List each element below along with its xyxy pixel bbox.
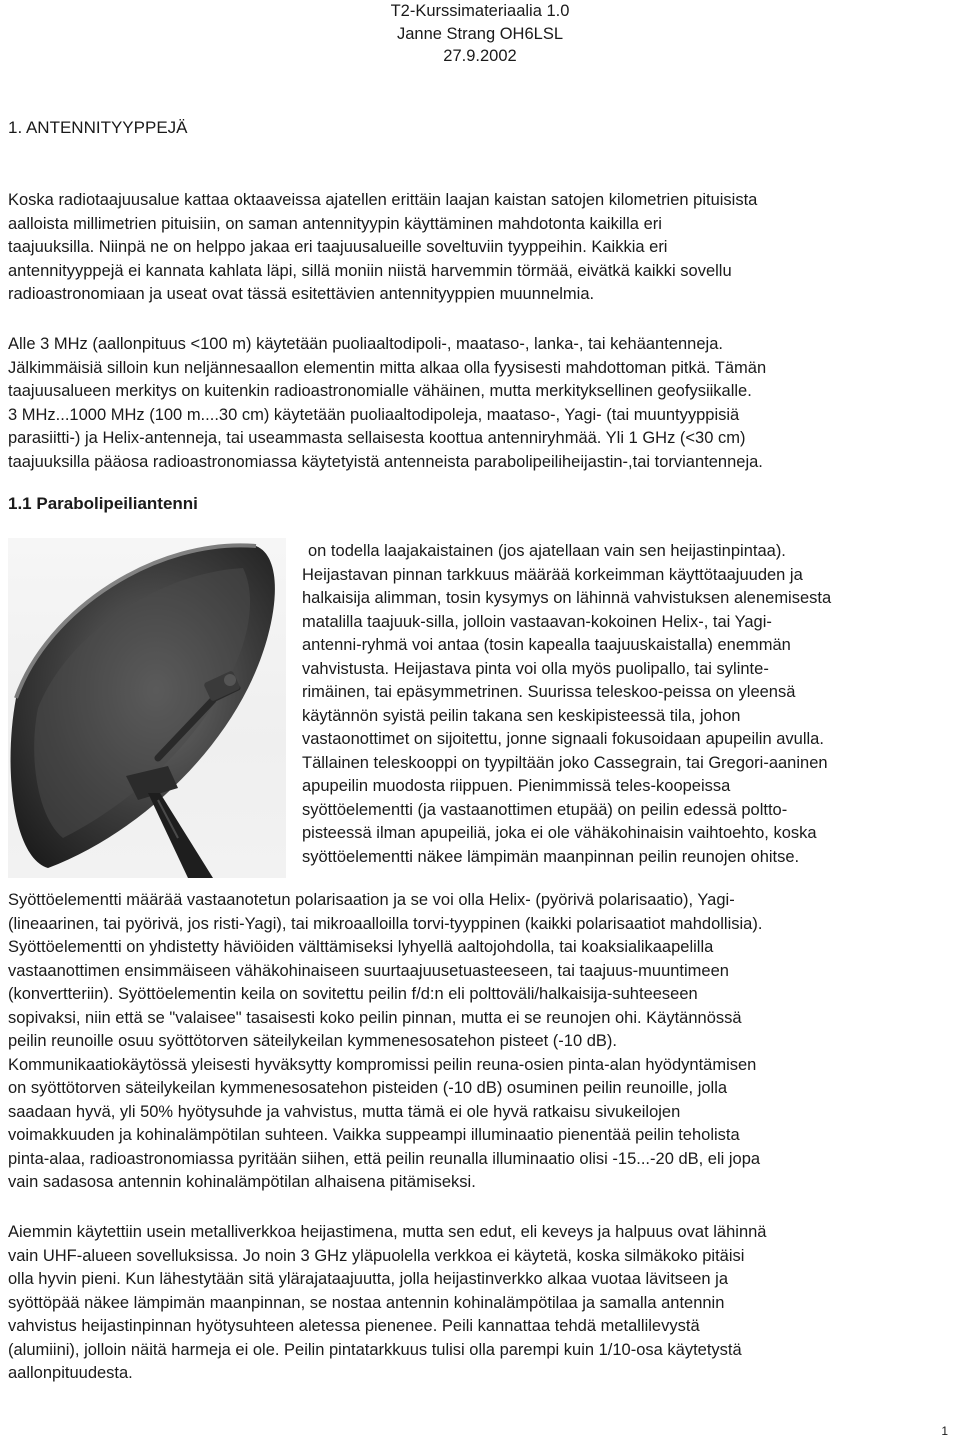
text-line: matalilla taajuuk-silla, jolloin vastaavan-kokoinen Helix-, tai Yagi- — [302, 612, 772, 631]
text-line: syöttöpää näkee lämpimän maanpinnan, se nostaa antennin kohinalämpötilaa ja samalla antennin — [8, 1293, 725, 1312]
text-line: saadaan hyvä, yli 50% hyötysuhde ja vahvistus, mutta tämä ei ole hyvä ratkaisu sivukeilojen — [8, 1102, 681, 1121]
text-line: (lineaarinen, tai pyörivä, jos risti-Yagi), tai mikroaalloilla torvi-tyyppinen (kaikki polarisaatiot mahdollisia). — [8, 914, 763, 933]
text-line: (konvertteriin). Syöttöelementin keila on sovitettu peilin f/d:n eli polttoväli/halkaisija-suhteeseen — [8, 985, 698, 1003]
text-line: apupeilin muodosta riippuen. Pienimmissä teles-koopeissa — [302, 777, 731, 795]
text-line: pinta-alaa, radioastronomiassa pyritään siihen, että peilin reunalla illuminaatio olisi -15...-20 dB, eli jopa — [8, 1149, 761, 1168]
text-line: vain UHF-alueen sovelluksissa. Jo noin 3 GHz yläpuolella verkkoa ei käytetä, koska silmäkoko pitäisi — [8, 1246, 745, 1265]
text-line: Alle 3 MHz (aallonpituus <100 m) käytetään puoliaaltodipoli-, maataso-, lanka-, tai kehäantenneja. — [8, 335, 723, 353]
text-line: syöttöelementti (ja vastaanottimen etupää) on peilin edessä poltto- — [302, 800, 788, 819]
text-line: radioastronomiaan ja useat ovat tässä esitettävien antennityyppien muunnelmia. — [8, 285, 595, 303]
text-line: taajuusalueen merkitys on kuitenkin radioastronomialle vähäinen, mutta merkityksellinen geofysiikalle. — [8, 382, 752, 400]
satellite-dish-photo — [8, 538, 286, 878]
text-line: halkaisija alimman, tosin kysymys on lähinnä vahvistuksen alenemisesta — [302, 589, 832, 607]
text-line: vahvistus heijastinpinnan hyötysuhteen aletessa pienenee. Peili kannattaa tehdä metallilevystä — [8, 1317, 700, 1335]
course-title: T2-Kurssimateriaalia 1.0 — [390, 2, 570, 20]
text-line: Aiemmin käytettiin usein metalliverkkoa heijastimena, mutta sen edut, eli keveys ja halpuus ovat lähinnä — [8, 1223, 767, 1241]
document-header — [0, 0, 960, 68]
text-line: syöttöelementti näkee lämpimän maanpinnan peilin reunojen ohitse. — [302, 847, 800, 866]
text-line: vahvistusta. Heijastava pinta voi olla myös puolipallo, tai sylinte- — [302, 659, 769, 678]
text-line: antennityyppejä ei kannata kahlata läpi, sillä moniin niistä harvemmin törmää, eivätkä kaikki sovellu — [8, 261, 732, 280]
text-line: käytännön syistä peilin takana sen keskipisteessä tila, johon — [302, 706, 741, 725]
text-line: peilin reunoille osuu syöttötorven säteilykeilan kymmenesosatehon pisteet (-10 dB). — [8, 1032, 617, 1050]
text-line: aallonpituudesta. — [8, 1364, 133, 1382]
text-line: Tällainen teleskooppi on tyypiltään joko Cassegrain, tai Gregori-aaninen — [302, 753, 828, 772]
paragraph-frequency-bands — [8, 333, 766, 474]
text-line: (alumiini), jolloin näitä harmeja ei ole. Peilin pintatarkkuus tulisi olla parempi kuin 1/10-osa käytetystä — [8, 1340, 742, 1359]
text-line: aalloista millimetrien pituisiin, on saman antennityypin käyttäminen mahdotonta kaikilla eri — [8, 214, 662, 233]
paragraph-feed-element — [8, 889, 762, 1195]
date-line: 27.9.2002 — [443, 47, 517, 66]
page-number: 1 — [941, 1424, 948, 1438]
section-heading-parabolipeiliantenni: 1.1 Parabolipeiliantenni — [8, 494, 198, 513]
text-line: pisteessä ilman apupeiliä, joka ei ole vähäkohinaisin vaihtoehto, koska — [302, 824, 817, 842]
author-line: Janne Strang OH6LSL — [396, 24, 564, 43]
text-line: parasiitti-) ja Helix-antenneja, tai useammasta sellaisesta koottua antenniryhmää. Yli 1 GHz (<30 cm) — [8, 429, 746, 447]
satellite-dish-icon — [8, 538, 286, 878]
paragraph-mesh-reflector — [8, 1221, 766, 1386]
text-line: Heijastavan pinnan tarkkuus määrää korkeimman käyttötaajuuden ja — [302, 565, 803, 584]
text-line: taajuuksilla pääosa radioastronomiassa käytetyistä antenneista parabolipeiliheijastin-,tai torviantenneja. — [8, 452, 763, 471]
text-line: on todella laajakaistainen (jos ajatellaan vain sen heijastinpintaa). — [308, 542, 786, 560]
text-line: Koska radiotaajuusalue kattaa oktaaveissa ajatellen erittäin laajan kaistan satojen kilometrien pituisista — [8, 191, 758, 209]
text-line: taajuuksilla. Niinpä ne on helppo jakaa eri taajuusalueille soveltuviin tyyppeihin. Kaikkia eri — [8, 238, 668, 256]
section-heading-antennityyppeja: 1. ANTENNITYYPPEJÄ — [8, 118, 188, 137]
text-line: sopivaksi, niin että se "valaisee" tasaisesti koko peilin pinnan, mutta ei se reunojen ohi. Käytännössä — [8, 1008, 742, 1027]
dish-description — [302, 540, 831, 869]
text-line: Kommunikaatiokäytössä yleisesti hyväksytty kompromissi peilin reuna-osien pinta-alan hyödyntämisen — [8, 1055, 757, 1074]
text-line: vastaonottimet on sijoitettu, jonne signaali fokusoidaan apupeilin avulla. — [302, 730, 824, 748]
text-line: vain sadasosa antennin kohinalämpötilan alhaisena pitämiseksi. — [8, 1173, 476, 1191]
text-line: on syöttötorven säteilykeilan kymmenesosatehon pisteiden (-10 dB) osuminen peilin reunoille, jolla — [8, 1079, 728, 1097]
text-line: 3 MHz...1000 MHz (100 m....30 cm) käytetään puoliaaltodipoleja, maataso-, Yagi- (tai muuntyyppisiä — [8, 405, 740, 424]
text-line: rimäinen, tai epäsymmetrinen. Suurissa teleskoo-peissa on yleensä — [302, 683, 796, 701]
text-line: Jälkimmäisiä silloin kun neljännesaallon elementin mitta alkaa olla fyysisesti mahdottoman pitkä. Tämän — [8, 358, 767, 377]
paragraph-intro — [8, 189, 757, 307]
text-line: Syöttöelementti määrää vastaanotetun polarisaation ja se voi olla Helix- (pyörivä polarisaatio), Yagi- — [8, 891, 735, 909]
text-line: Syöttöelementti on yhdistetty häviöiden välttämiseksi lyhyellä aaltojohdolla, tai koaksialikaapelilla — [8, 938, 714, 956]
text-line: antenni-ryhmä voi antaa (tosin kapealla taajuuskaistalla) enemmän — [302, 636, 791, 654]
text-line: voimakkuuden ja kohinalämpötilan suhteen. Vaikka suppeampi illuminaatio pienentää peilin teholista — [8, 1126, 740, 1144]
text-line: olla hyvin pieni. Kun lähestytään sitä ylärajataajuutta, jolla heijastinverkko alkaa vuotaa lävitseen ja — [8, 1270, 729, 1288]
text-line: vastaanottimen ensimmäiseen vähäkohinaiseen suurtaajuusetuasteeseen, tai taajuus-muuntimeen — [8, 961, 729, 980]
